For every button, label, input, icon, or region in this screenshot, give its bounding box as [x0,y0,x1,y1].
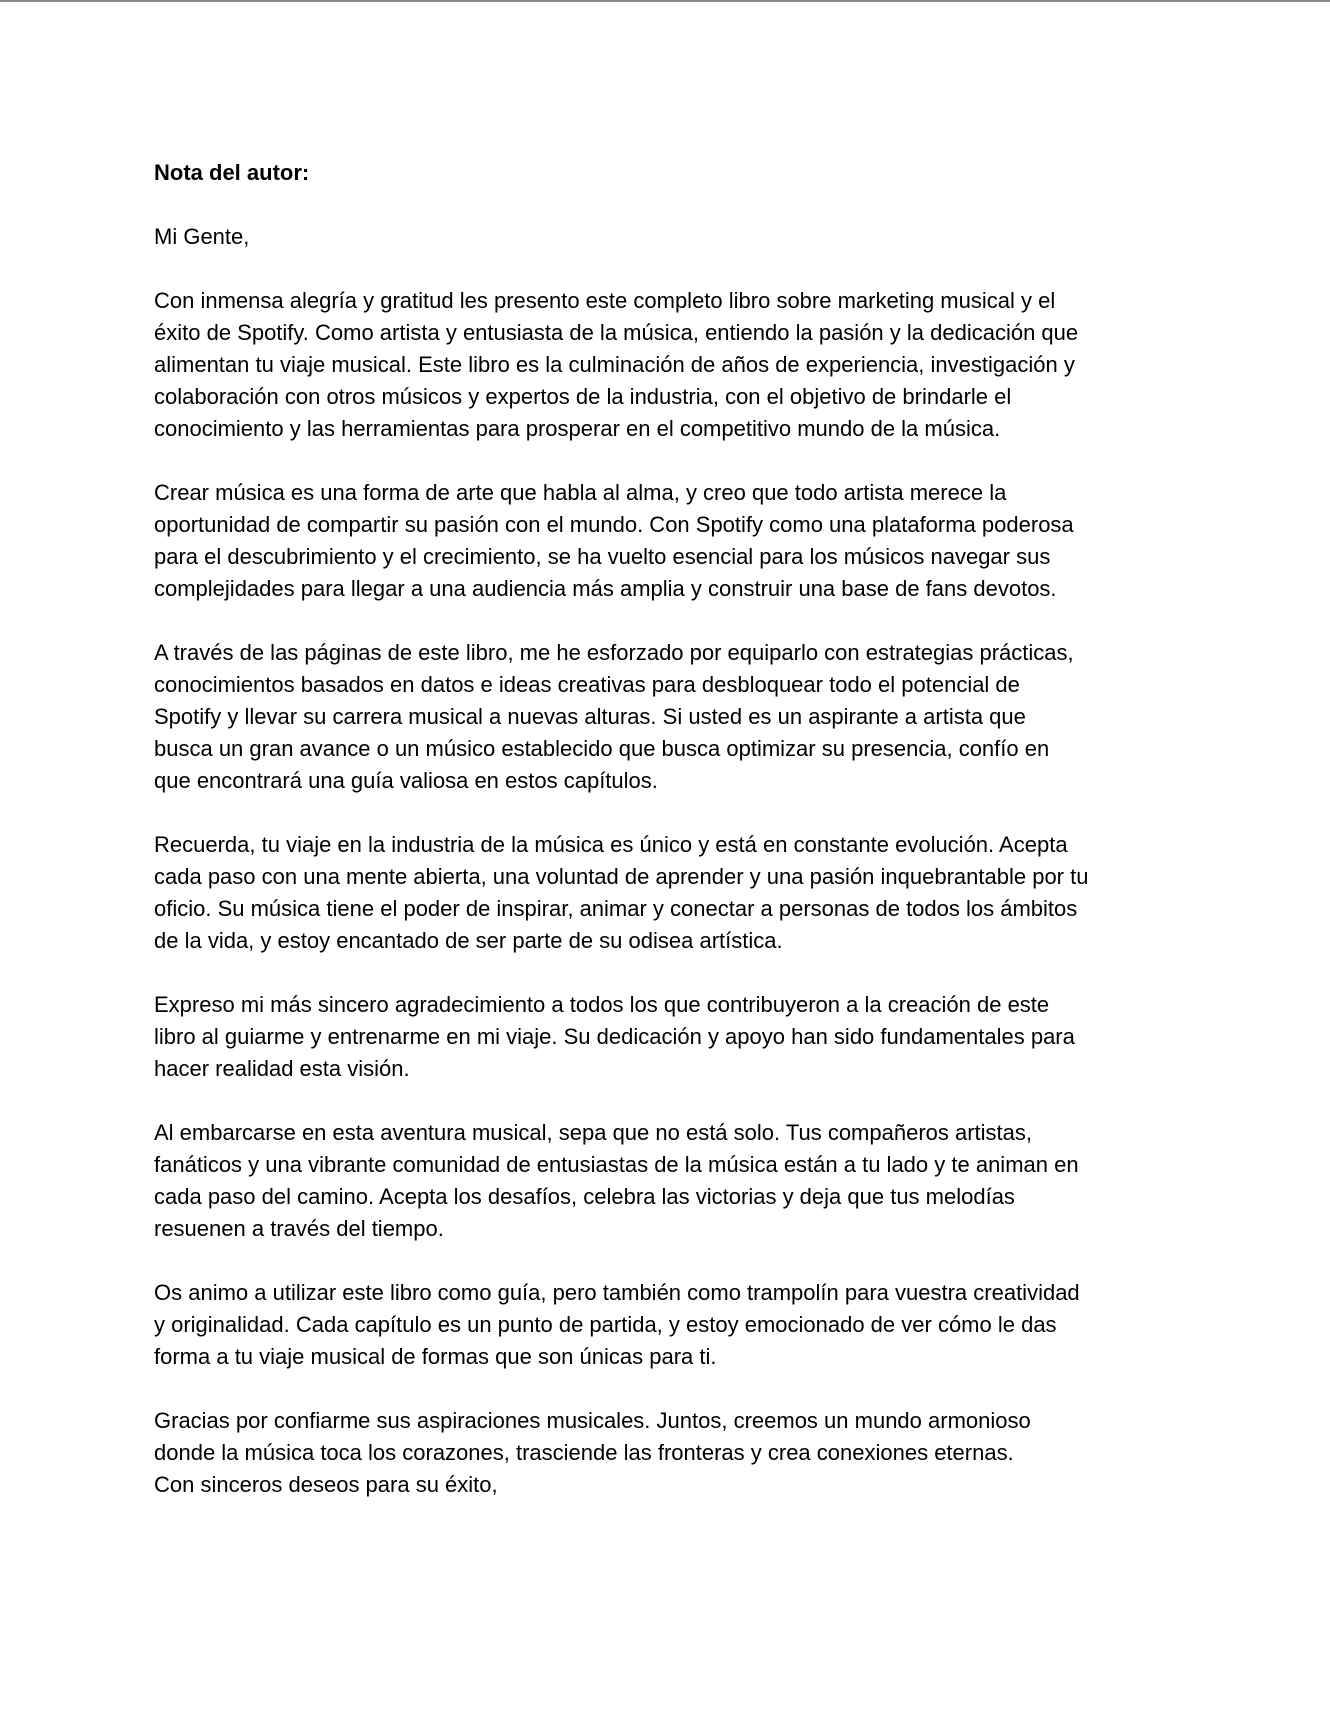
spacer [154,253,1254,285]
paragraph-line: donde la música toca los corazones, trasciende las fronteras y crea conexiones eternas. [154,1440,1014,1465]
paragraph-line: Crear música es una forma de arte que habla al alma, y creo que todo artista merece la [154,480,1007,505]
paragraph [154,989,1254,1085]
paragraph [154,477,1254,605]
greeting: Mi Gente, [154,224,250,249]
paragraph [154,1405,1254,1501]
paragraph-line: busca un gran avance o un músico establecido que busca optimizar su presencia, confío en [154,736,1050,761]
paragraph-line: éxito de Spotify. Como artista y entusiasta de la música, entiendo la pasión y la dedicación que [154,320,1079,345]
paragraph [154,1277,1254,1373]
spacer [154,445,1254,477]
spacer [154,605,1254,637]
paragraph-line: fanáticos y una vibrante comunidad de entusiastas de la música están a tu lado y te animan en [154,1152,1079,1177]
paragraph-line: y originalidad. Cada capítulo es un punto de partida, y estoy emocionado de ver cómo le das [154,1312,1057,1337]
paragraph-line: libro al guiarme y entrenarme en mi viaje. Su dedicación y apoyo han sido fundamentales para [154,1024,1075,1049]
document-body [154,157,1254,1501]
document-title: Nota del autor: [154,160,310,185]
paragraph-line: Spotify y llevar su carrera musical a nuevas alturas. Si usted es un aspirante a artista que [154,704,1026,729]
paragraph-line: hacer realidad esta visión. [154,1056,410,1081]
paragraph-line: conocimientos basados en datos e ideas creativas para desbloquear todo el potencial de [154,672,1020,697]
paragraph-line: forma a tu viaje musical de formas que son únicas para ti. [154,1344,717,1369]
paragraph-line: cada paso con una mente abierta, una voluntad de aprender y una pasión inquebrantable por tu [154,864,1089,889]
paragraph-line: conocimiento y las herramientas para prosperar en el competitivo mundo de la música. [154,416,1001,441]
paragraphs [154,285,1254,1501]
paragraph-line: para el descubrimiento y el crecimiento, se ha vuelto esencial para los músicos navegar sus [154,544,1051,569]
spacer [154,1373,1254,1405]
paragraph-line: cada paso del camino. Acepta los desafíos, celebra las victorias y deja que tus melodías [154,1184,1015,1209]
paragraph-line: alimentan tu viaje musical. Este libro es la culminación de años de experiencia, investigación y [154,352,1075,377]
paragraph-line: Al embarcarse en esta aventura musical, sepa que no está solo. Tus compañeros artistas, [154,1120,1033,1145]
paragraph-line: oficio. Su música tiene el poder de inspirar, animar y conectar a personas de todos los ámbitos [154,896,1078,921]
paragraph-line: A través de las páginas de este libro, me he esforzado por equiparlo con estrategias prácticas, [154,640,1074,665]
paragraph-line: complejidades para llegar a una audiencia más amplia y construir una base de fans devotos. [154,576,1057,601]
paragraph [154,285,1254,445]
spacer [154,189,1254,221]
paragraph-line: resuenen a través del tiempo. [154,1216,444,1241]
paragraph-line: Os animo a utilizar este libro como guía, pero también como trampolín para vuestra creatividad [154,1280,1080,1305]
paragraph-line: colaboración con otros músicos y expertos de la industria, con el objetivo de brindarle el [154,384,1012,409]
page-top-border [0,0,1330,2]
paragraph-line: Gracias por confiarme sus aspiraciones musicales. Juntos, creemos un mundo armonioso [154,1408,1031,1433]
paragraph-line: Con sinceros deseos para su éxito, [154,1472,498,1497]
spacer [154,1245,1254,1277]
paragraph [154,1117,1254,1245]
paragraph [154,637,1254,797]
spacer [154,1085,1254,1117]
paragraph-line: oportunidad de compartir su pasión con el mundo. Con Spotify como una plataforma poderosa [154,512,1074,537]
paragraph-line: que encontrará una guía valiosa en estos capítulos. [154,768,658,793]
spacer [154,957,1254,989]
paragraph-line: Con inmensa alegría y gratitud les presento este completo libro sobre marketing musical y el [154,288,1056,313]
spacer [154,797,1254,829]
paragraph [154,829,1254,957]
paragraph-line: Recuerda, tu viaje en la industria de la música es único y está en constante evolución. Acepta [154,832,1068,857]
paragraph-line: Expreso mi más sincero agradecimiento a todos los que contribuyeron a la creación de este [154,992,1050,1017]
paragraph-line: de la vida, y estoy encantado de ser parte de su odisea artística. [154,928,783,953]
